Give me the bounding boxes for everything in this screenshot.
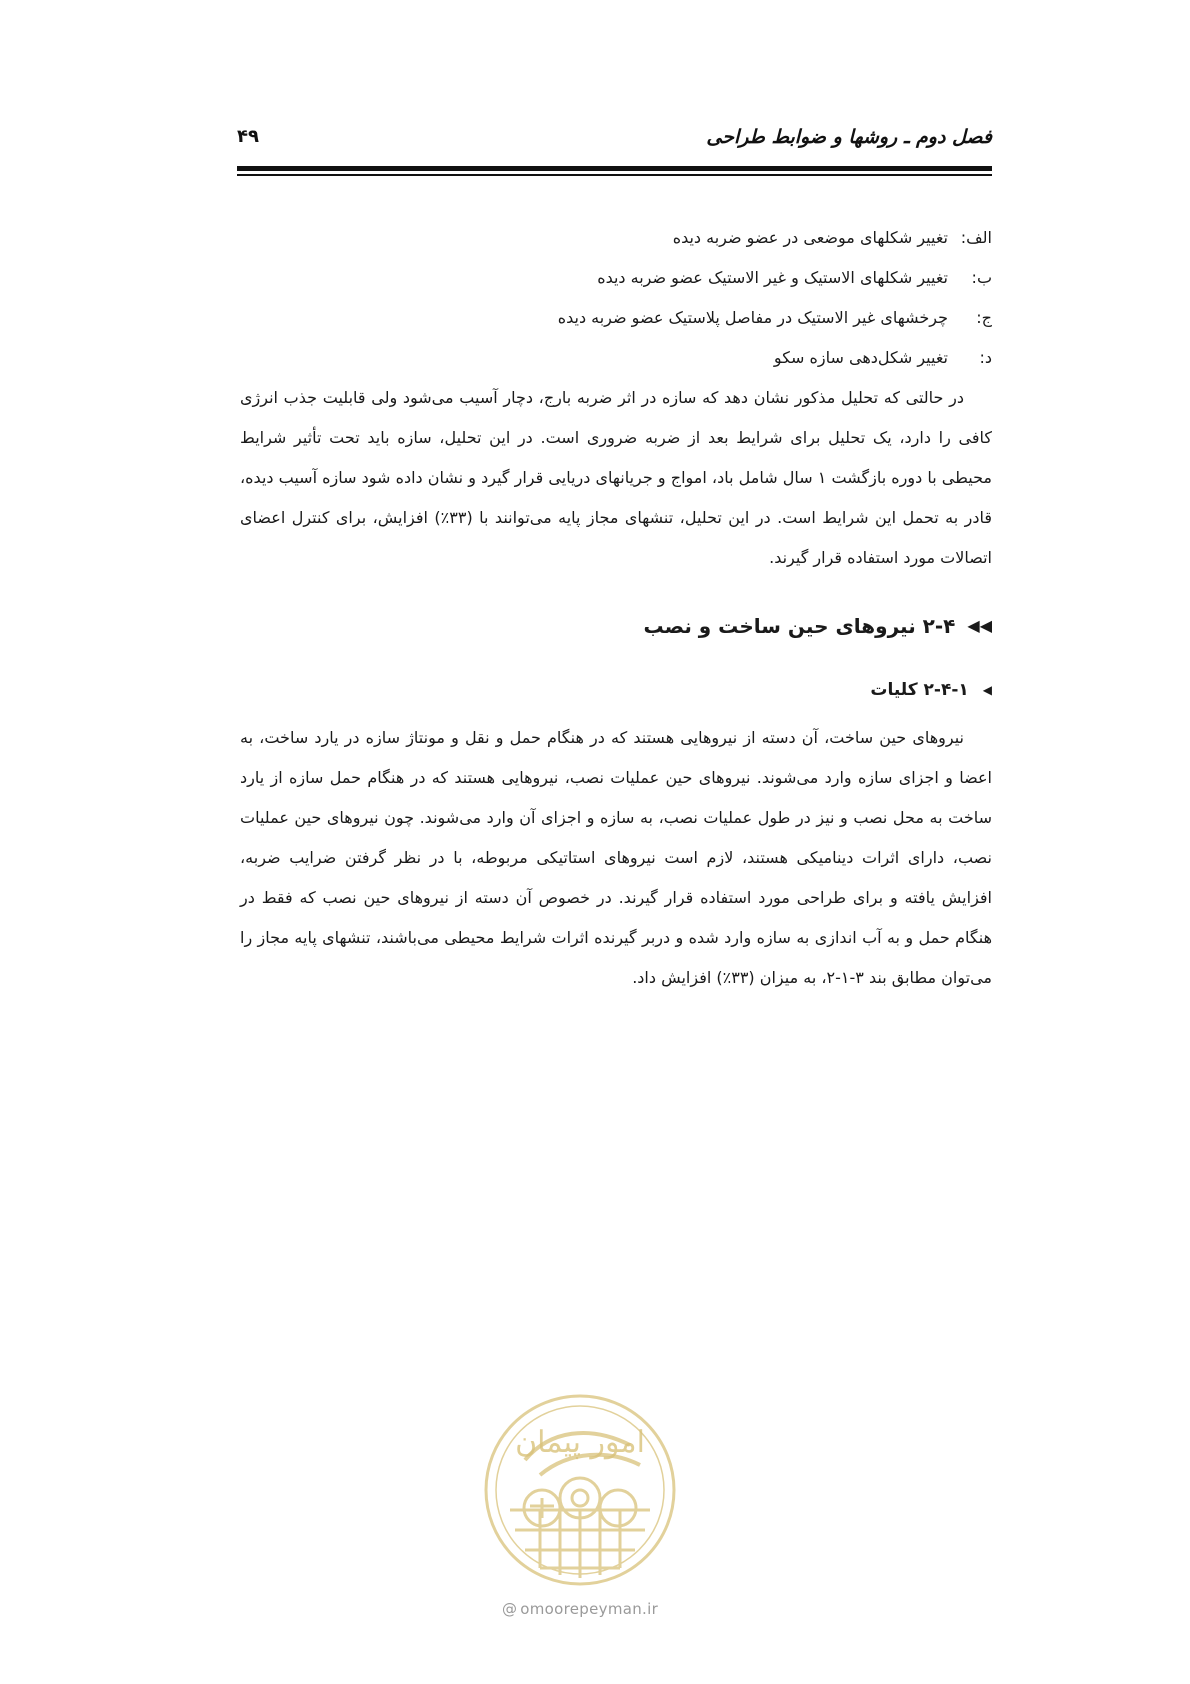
section-title: نیروهای حین ساخت و نصب [643, 614, 916, 638]
subsection-number: ۲-۴-۱ [923, 680, 969, 700]
list-marker: ج: [976, 308, 992, 327]
running-head [237, 126, 992, 162]
page-content [240, 218, 992, 998]
at-icon: @ [501, 1600, 518, 1618]
seal-text: امور پیمان [515, 1425, 645, 1460]
list-item-text: تغییر شکلهای موضعی در عضو ضربه دیده [672, 228, 948, 247]
list-marker: الف: [960, 228, 992, 247]
watermark-caption [480, 1600, 680, 1618]
list-marker: ب: [971, 268, 992, 287]
watermark-seal [480, 1390, 680, 1590]
page-number: ۴۹ [237, 126, 259, 147]
section-heading [240, 602, 992, 650]
list-item [240, 298, 992, 338]
consequence-list [240, 218, 992, 378]
watermark-url: omoorepeyman.ir [520, 1600, 659, 1618]
header-rule-thick [237, 166, 992, 171]
list-marker: د: [979, 348, 992, 367]
list-item [240, 258, 992, 298]
subsection-title: کلیات [870, 680, 918, 700]
subsection-heading [240, 668, 992, 712]
chapter-title: فصل دوم ـ روشها و ضوابط طراحی [706, 126, 992, 148]
list-item-text: چرخشهای غیر الاستیک در مفاصل پلاستیک عضو ضربه دیده [557, 308, 948, 327]
list-item [240, 218, 992, 258]
list-item-text: تغییر شکلهای الاستیک و غیر الاستیک عضو ضربه دیده [597, 268, 948, 287]
arrow-icon: ◀ [982, 683, 992, 697]
list-item [240, 338, 992, 378]
section-number: ۲-۴ [922, 614, 956, 638]
body-paragraph: نیروهای حین ساخت، آن دسته از نیروهایی هستند که در هنگام حمل و نقل و مونتاژ سازه در یارد ساخت، به اعضا و اجزای سازه وارد می‌شوند. نیروهای حین عملیات نصب، نیروهایی هستند که در هنگام حمل سازه از یارد ساخت به محل نصب و نیز در طول عملیات نصب، به سازه و اجزای آن وارد می‌شوند. چون نیروهای حین عملیات نصب، دارای اثرات دینامیکی هستند، لازم است نیروهای استاتیکی مربوطه، با در نظر گرفتن ضرایب ضربه، افزایش یافته و برای طراحی مورد استفاده قرار گیرند. در خصوص آن دسته از نیروهای حین نصب که فقط در هنگام حمل و به آب اندازی به سازه وارد شده و دربر گیرنده اثرات شرایط محیطی می‌باشند، تنشهای پایه مجاز را می‌توان مطابق بند ۳-۱-۲، به میزان (۳۳٪) افزایش داد. [240, 728, 992, 987]
body-paragraph: در حالتی که تحلیل مذکور نشان دهد که سازه در اثر ضربه بارج، دچار آسیب می‌شود ولی قابلیت جذب انرژی کافی را دارد، یک تحلیل برای شرایط بعد از ضربه ضروری است. در این تحلیل، سازه باید تحت تأثیر شرایط محیطی با دوره بازگشت ۱ سال شامل باد، امواج و جریانهای دریایی قرار گیرد و نشان داده شود سازه آسیب دیده، قادر به تحمل این شرایط است. در این تحلیل، تنشهای مجاز پایه می‌توانند با (۳۳٪) افزایش، برای کنترل اعضای اتصالات مورد استفاده قرار گیرند. [240, 388, 992, 567]
double-arrow-icon: ◀◀ [967, 616, 992, 635]
header-rule-thin [237, 174, 992, 176]
list-item-text: تغییر شکل‌دهی سازه سکو [773, 348, 948, 367]
